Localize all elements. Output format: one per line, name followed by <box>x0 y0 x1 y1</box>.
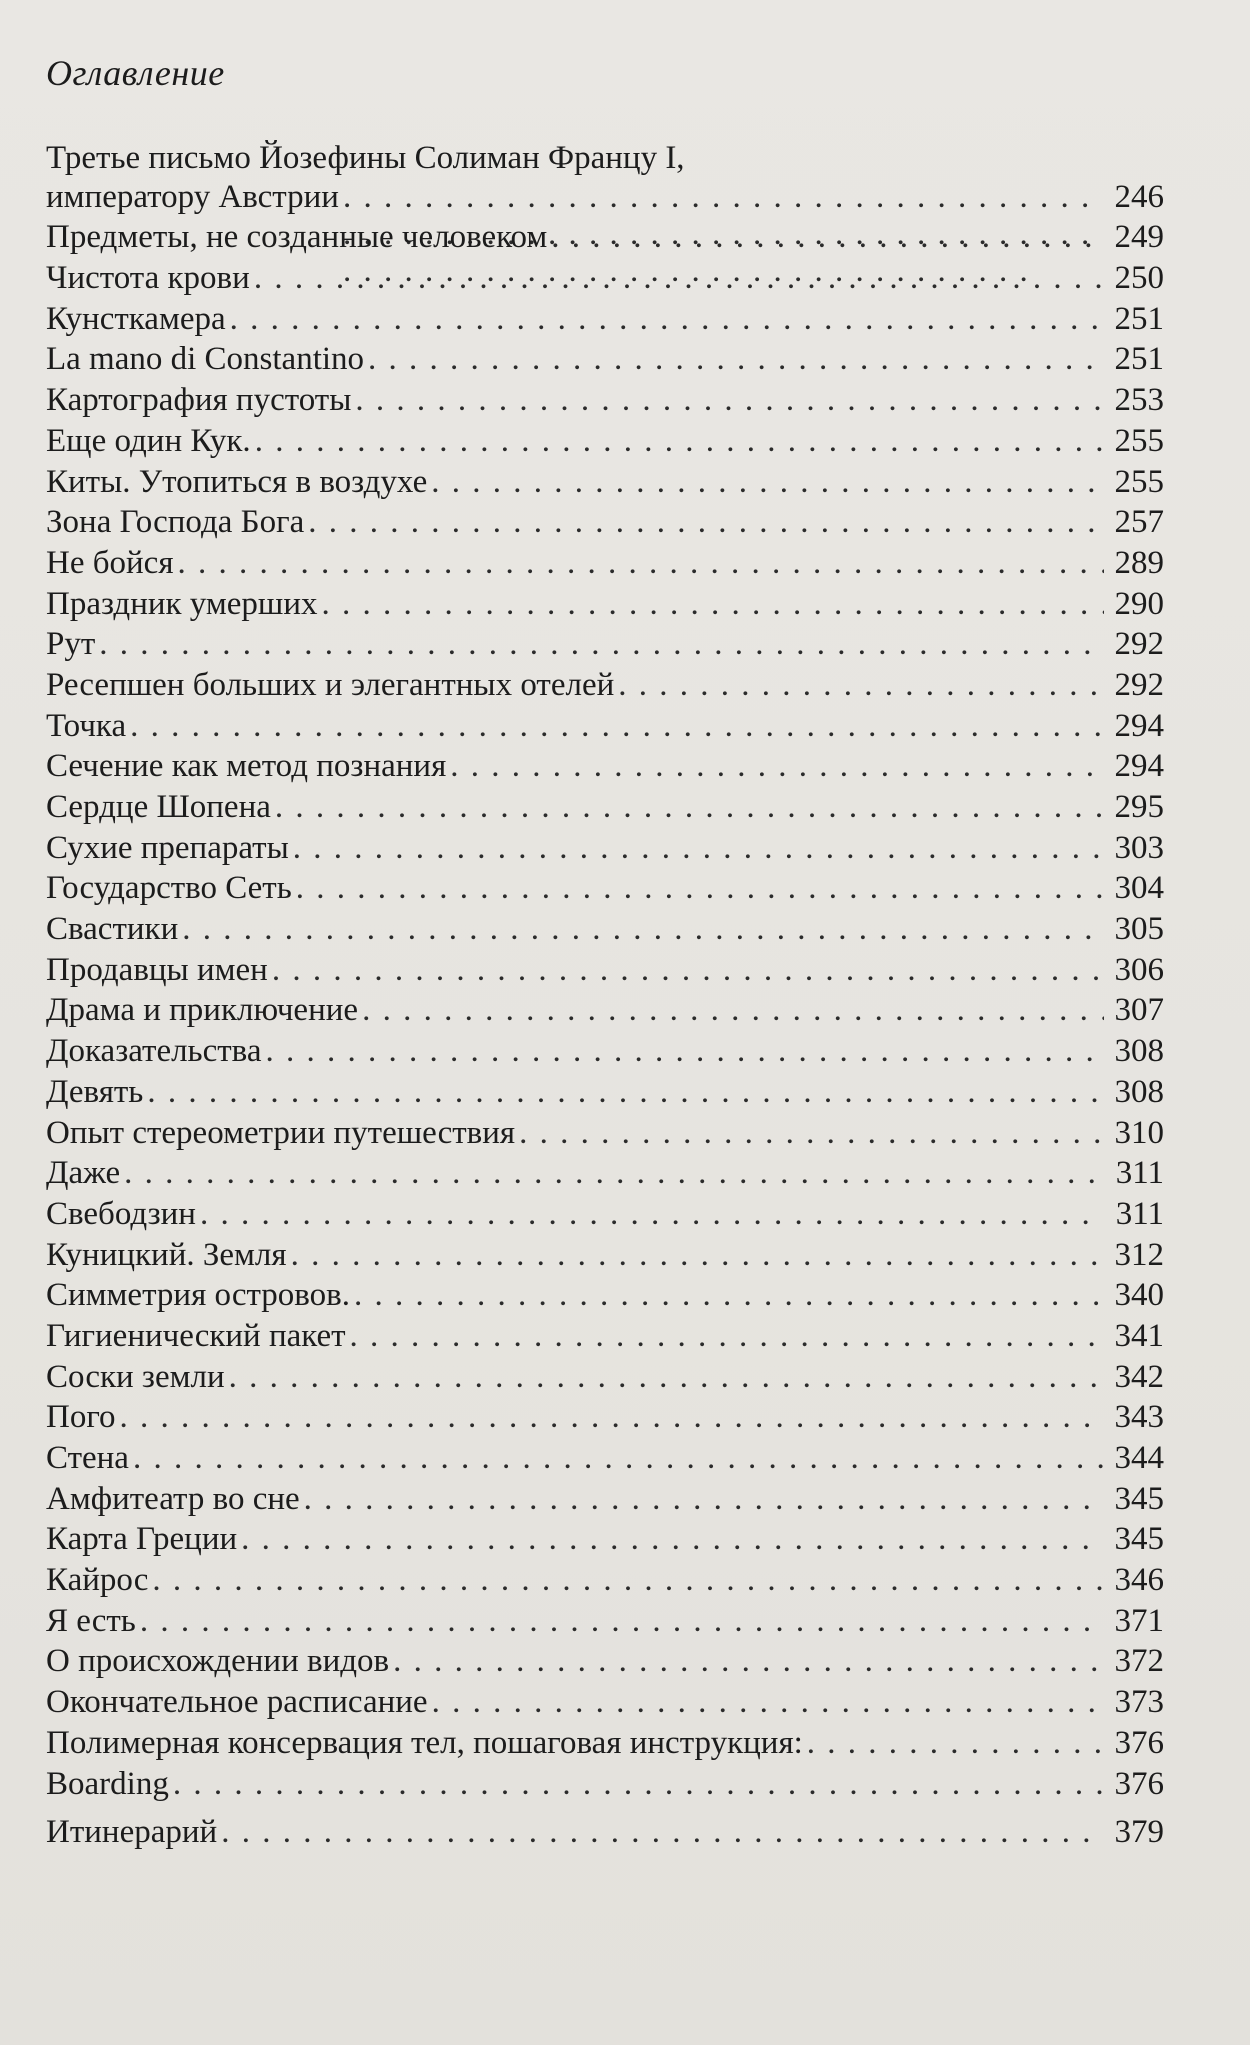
dot-leader <box>350 1318 1104 1355</box>
toc-entry-title: Кунсткамера <box>46 300 226 337</box>
dot-leader <box>178 545 1104 582</box>
toc-entry-page: 376 <box>1114 1724 1164 1761</box>
dot-leader <box>519 1115 1104 1152</box>
toc-entry <box>46 1399 1164 1440</box>
dot-leader <box>807 1725 1104 1762</box>
dot-leader <box>354 1277 1104 1314</box>
toc-entry-title: императору Австрии <box>46 178 339 215</box>
toc-entry-page: 345 <box>1114 1521 1164 1558</box>
toc-entry-page: 340 <box>1114 1277 1164 1314</box>
toc-entry-page: 373 <box>1114 1684 1164 1721</box>
toc-entry-title: Государство Сеть <box>46 870 292 907</box>
toc-entry <box>46 952 1164 993</box>
toc-entry-page: 303 <box>1114 829 1164 866</box>
toc-entry-title: Куницкий. Земля <box>46 1236 287 1273</box>
toc-entry-title: Сечение как метод познания <box>46 748 447 785</box>
toc-entry <box>46 1562 1164 1603</box>
dot-leader <box>221 1814 1104 1851</box>
dot-leader <box>173 1766 1104 1803</box>
toc-entry <box>46 708 1164 749</box>
toc-entry-page: 290 <box>1114 585 1164 622</box>
toc-entry-page: 312 <box>1114 1236 1164 1273</box>
toc-entry <box>46 1155 1164 1196</box>
toc-entry-title: Полимерная консервация тел, пошаговая инструкция: <box>46 1724 803 1761</box>
toc-entry-title: Рут <box>46 626 96 663</box>
toc-entry-title: Праздник умерших <box>46 585 318 622</box>
toc-entry-page: 255 <box>1114 422 1164 459</box>
toc-entry-page: 304 <box>1114 870 1164 907</box>
dot-leader <box>124 1155 1104 1192</box>
toc-entry <box>46 423 1164 464</box>
toc-entry-page: 246 <box>1114 178 1164 215</box>
toc-entry <box>46 1440 1164 1481</box>
dot-leader <box>241 1521 1104 1558</box>
toc-entry <box>46 1481 1164 1522</box>
toc-entry <box>46 1725 1164 1766</box>
toc-entry-title: Даже <box>46 1155 121 1192</box>
toc-entry-title: Сухие препараты <box>46 829 289 866</box>
dot-leader <box>368 341 1104 378</box>
toc-entry-title: La mano di Constantino <box>46 341 365 378</box>
toc-entry-title: Опыт стереометрии путешествия <box>46 1114 516 1151</box>
toc-entry-page: 346 <box>1114 1562 1164 1599</box>
toc-entry <box>46 626 1164 667</box>
toc-entry-page: 294 <box>1114 707 1164 744</box>
toc-entry-title: О происхождении видов <box>46 1643 390 1680</box>
toc-entry <box>46 1766 1164 1807</box>
toc-entry-title: Продавцы имен <box>46 951 268 988</box>
dot-leader <box>450 748 1104 785</box>
toc-entry-title: Киты. Утопиться в воздухе <box>46 463 428 500</box>
toc-entry-title: Симметрия островов. <box>46 1277 350 1314</box>
dot-leader <box>618 667 1104 704</box>
toc-entry-page: 292 <box>1114 666 1164 703</box>
toc-entry-page: 379 <box>1114 1814 1164 1851</box>
toc-entry-title: Чистота крови <box>46 260 250 297</box>
toc-entry-title: Я есть <box>46 1602 136 1639</box>
toc-entry-title: Зона Господа Бога <box>46 504 305 541</box>
toc-entry <box>46 1115 1164 1156</box>
toc-entry <box>46 1359 1164 1400</box>
dot-leader <box>272 952 1104 989</box>
toc-entry <box>46 219 1164 260</box>
toc-entry-title: Предметы, не созданные человеком <box>46 219 548 256</box>
toc-entry-title: Соски земли <box>46 1358 225 1395</box>
toc-entry-title: Девять <box>46 1073 144 1110</box>
toc-entry <box>46 1196 1164 1237</box>
toc-entry-title: Окончательное расписание <box>46 1684 428 1721</box>
toc-entry-page: 305 <box>1114 911 1164 948</box>
dot-leader <box>291 1237 1104 1274</box>
toc-entry <box>46 260 1164 301</box>
toc-entry <box>46 667 1164 708</box>
toc-entry-page: 251 <box>1114 300 1164 337</box>
toc-entry-title: Не бойся <box>46 544 174 581</box>
toc-entry-page: 292 <box>1114 626 1164 663</box>
toc-entry <box>46 1814 1164 1855</box>
toc-entry-title: Итинерарий <box>46 1814 218 1851</box>
toc-entry <box>46 789 1164 830</box>
dot-leader <box>355 382 1104 419</box>
toc-entry-title: Свастики <box>46 911 179 948</box>
toc-entry <box>46 1603 1164 1644</box>
toc-entry <box>46 1277 1164 1318</box>
dot-leader <box>293 830 1104 867</box>
dot-leader <box>393 1643 1104 1680</box>
dot-leader <box>182 911 1104 948</box>
dot-leader <box>120 1399 1104 1436</box>
toc-entry-page: 343 <box>1114 1399 1164 1436</box>
dot-leader <box>229 1359 1104 1396</box>
toc-entry-page: 295 <box>1114 789 1164 825</box>
toc-entry <box>46 382 1164 423</box>
dot-leader <box>255 423 1104 460</box>
toc-entry <box>46 1643 1164 1684</box>
dot-leader <box>296 870 1104 907</box>
toc-entry <box>46 748 1164 789</box>
toc-entry <box>46 545 1164 586</box>
dot-leader <box>265 1033 1104 1070</box>
dot-leader <box>230 301 1104 338</box>
dot-leader <box>362 992 1104 1029</box>
dot-leader <box>200 1196 1104 1233</box>
toc-entry-page: 371 <box>1114 1602 1164 1639</box>
toc-entry-page: 294 <box>1114 748 1164 785</box>
toc-entry-title: Амфитеатр во сне <box>46 1480 300 1517</box>
toc-entry-title: Доказательства <box>46 1033 262 1070</box>
toc-entry-title: Картография пустоты <box>46 382 352 419</box>
toc-entry <box>46 1684 1164 1725</box>
dot-leader <box>254 260 1104 297</box>
dot-leader <box>152 1562 1104 1599</box>
toc-entry-page: 307 <box>1114 992 1164 1029</box>
toc-entry-title: Boarding <box>46 1765 169 1802</box>
toc-entry <box>46 1033 1164 1074</box>
toc-entry-title: Карта Греции <box>46 1521 238 1558</box>
dot-leader <box>304 1481 1104 1518</box>
toc-entry-page: 250 <box>1114 260 1164 297</box>
dot-leader <box>431 464 1104 501</box>
toc-entry-page: 308 <box>1114 1033 1164 1070</box>
toc-entry <box>46 870 1164 911</box>
toc-entry <box>46 1237 1164 1278</box>
toc-entry-title: Сердце Шопена <box>46 789 271 825</box>
toc-entry-title: Стена <box>46 1440 129 1476</box>
toc-entry-page: 372 <box>1114 1643 1164 1680</box>
toc-entry <box>46 911 1164 952</box>
toc-entry-title: Гигиенический пакет <box>46 1317 346 1354</box>
toc-entry-title: Свебодзин <box>46 1195 196 1232</box>
dot-leader <box>308 504 1104 541</box>
dot-leader <box>275 789 1104 826</box>
toc-entry-title: Пого <box>46 1399 116 1436</box>
toc-entry-page: 345 <box>1114 1480 1164 1517</box>
toc-entry-title: Точка <box>46 707 127 744</box>
dot-leader <box>130 708 1104 745</box>
toc-entry-title: Ресепшен больших и элегантных отелей <box>46 666 615 703</box>
toc-entry-page: 306 <box>1114 951 1164 988</box>
toc-entry <box>46 301 1164 342</box>
toc-entry-page: 344 <box>1114 1440 1164 1476</box>
toc-entry-page: 257 <box>1114 504 1164 541</box>
dot-leader <box>140 1603 1104 1640</box>
dot-leader <box>551 219 1104 256</box>
toc-entry <box>46 138 1164 219</box>
toc-entry <box>46 504 1164 545</box>
toc-entry-page: 311 <box>1115 1195 1164 1232</box>
toc-entry-page: 289 <box>1114 544 1164 581</box>
toc-entry-page: 249 <box>1114 219 1164 256</box>
toc-entry-page: 253 <box>1114 382 1164 419</box>
toc-entry <box>46 830 1164 871</box>
toc-entry-page: 376 <box>1114 1765 1164 1802</box>
toc-entry <box>46 1318 1164 1359</box>
page-title: Оглавление <box>46 53 225 93</box>
toc-entry <box>46 992 1164 1033</box>
table-of-contents <box>46 138 1164 1855</box>
toc-entry-page: 342 <box>1114 1358 1164 1395</box>
toc-entry-title: Еще один Кук. <box>46 422 251 459</box>
toc-entry-page: 310 <box>1114 1114 1164 1151</box>
toc-entry-title: Драма и приключение <box>46 992 359 1029</box>
toc-entry <box>46 1521 1164 1562</box>
dot-leader <box>432 1684 1104 1721</box>
toc-entry <box>46 586 1164 627</box>
dot-leader <box>99 626 1104 663</box>
toc-entry-page: 341 <box>1114 1317 1164 1354</box>
toc-entry-title: Кайрос <box>46 1562 149 1599</box>
toc-entry-title: Третье письмо Йозефины Солиман Францу I, <box>46 140 685 176</box>
toc-entry-page: 308 <box>1114 1073 1164 1110</box>
dot-leader <box>321 586 1104 623</box>
toc-entry <box>46 1074 1164 1115</box>
toc-entry-page: 251 <box>1114 341 1164 378</box>
toc-entry-page: 311 <box>1115 1155 1164 1192</box>
dot-leader <box>147 1074 1104 1111</box>
toc-entry <box>46 464 1164 505</box>
dot-leader <box>133 1440 1104 1477</box>
toc-entry-page: 255 <box>1114 463 1164 500</box>
toc-entry <box>46 341 1164 382</box>
